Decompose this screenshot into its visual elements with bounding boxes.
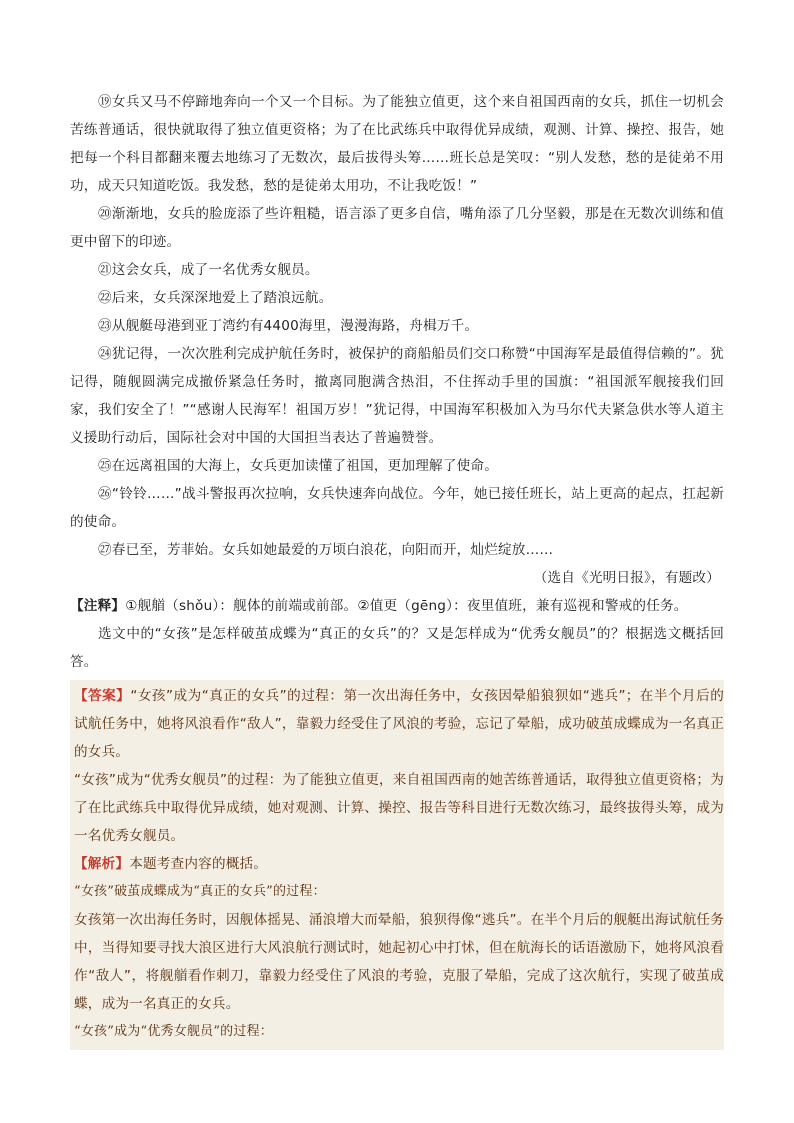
paragraph-21: ㉑这会女兵，成了一名优秀女舰员。 (98, 262, 319, 278)
source-citation: （选自《光明日报》，有题改） (533, 570, 720, 586)
paragraph-25: ㉕在远离祖国的大海上，女兵更加读懂了祖国，更加理解了使命。 (98, 458, 499, 474)
analysis-label: 【解析】 (74, 856, 130, 872)
paragraph-22: ㉒后来，女兵深深地爱上了踏浪远航。 (98, 290, 333, 306)
annotation-text: ①舰艏（shǒu）：舰体的前端或前部。②值更（gēng）：夜里值班，兼有巡视和警戒的任务。 (125, 598, 688, 614)
question-text: 选文中的“女孩”是怎样破茧成蝶为“真正的女兵”的？又是怎样成为“优秀女舰员”的？根据选文概括回答。 (70, 626, 724, 670)
annotation-label: 【注释】 (70, 598, 126, 614)
paragraph-23: ㉓从舰艇母港到亚丁湾约有4400海里，漫漫海路，舟楫万千。 (98, 318, 479, 334)
paragraph-27: ㉗春已至，芳菲始。女兵如她最爱的万顷白浪花，向阳而开，灿烂绽放…… (98, 542, 554, 558)
analysis-intro (74, 850, 724, 878)
paragraph-24: ㉔犹记得，一次次胜利完成护航任务时，被保护的商船船员们交口称赞“中国海军是最值得信赖的”。犹记得，随舰圆满完成撤侨紧急任务时，撤离同胞满含热泪，不住挥动手里的国旗：“祖国派军舰接我们回家，我们安全了！”“感谢人民海军！祖国万岁！”犹记得，中国海军积极加入为马尔代夫紧急供水等人道主义援助行动后，国际社会对中国的大国担当表达了普遍赞誉。 (70, 346, 724, 446)
analysis-body-1: 女孩第一次出海任务时，因舰体摇晃、涌浪增大而晕船，狼狈得像“逃兵”。在半个月后的舰艇出海试航任务中，当得知要寻找大浪区进行大风浪航行测试时，她起初心中打怵，但在航海长的话语激励下，她将风浪看作“敌人”，将舰艏看作刺刀，靠毅力经受住了风浪的考验，克服了晕船，完成了这次航行，实现了破茧成蝶，成为一名真正的女兵。 (74, 912, 724, 1012)
annotation (70, 592, 724, 620)
analysis-intro-text: 本题考查内容的概括。 (129, 856, 268, 872)
answer-label: 【答案】 (74, 688, 131, 704)
analysis-heading-1: “女孩”破茧成蝶成为“真正的女兵”的过程： (74, 884, 326, 899)
answer-block (70, 680, 724, 1050)
document-page (70, 88, 724, 1050)
answer-part-2: “女孩”成为“优秀女舰员”的过程：为了能独立值更，来自祖国西南的她苦练普通话，取得独立值更资格；为了在比武练兵中取得优异成绩，她对观测、计算、操控、报告等科目进行无数次练习，最终拔得头筹，成为一名优秀女舰员。 (74, 772, 724, 844)
paragraph-20: ⑳渐渐地，女兵的脸庞添了些许粗糙，语言添了更多自信，嘴角添了几分坚毅，那是在无数次训练和值更中留下的印迹。 (70, 206, 724, 250)
answer-part-1 (74, 682, 724, 766)
paragraph-26: ㉖“铃铃……”战斗警报再次拉响，女兵快速奔向战位。今年，她已接任班长，站上更高的起点，扛起新的使命。 (70, 486, 724, 530)
paragraph-19: ⑲女兵又马不停蹄地奔向一个又一个目标。为了能独立值更，这个来自祖国西南的女兵，抓住一切机会苦练普通话，很快就取得了独立值更资格；为了在比武练兵中取得优异成绩，观测、计算、操控、报告，她把每一个科目都翻来覆去地练习了无数次，最后拔得头筹……班长总是笑叹：“别人发愁，愁的是徒弟不用功，成天只知道吃饭。我发愁，愁的是徒弟太用功，不让我吃饭！” (70, 94, 724, 194)
answer-part-1-text: “女孩”成为“真正的女兵”的过程：第一次出海任务中，女孩因晕船狼狈如“逃兵”；在半个月后的试航任务中，她将风浪看作“敌人”，靠毅力经受住了风浪的考验，忘记了晕船，成功破茧成蝶成为一名真正的女兵。 (74, 688, 724, 760)
analysis-heading-2: “女孩”成为“优秀女舰员”的过程： (74, 1024, 273, 1039)
